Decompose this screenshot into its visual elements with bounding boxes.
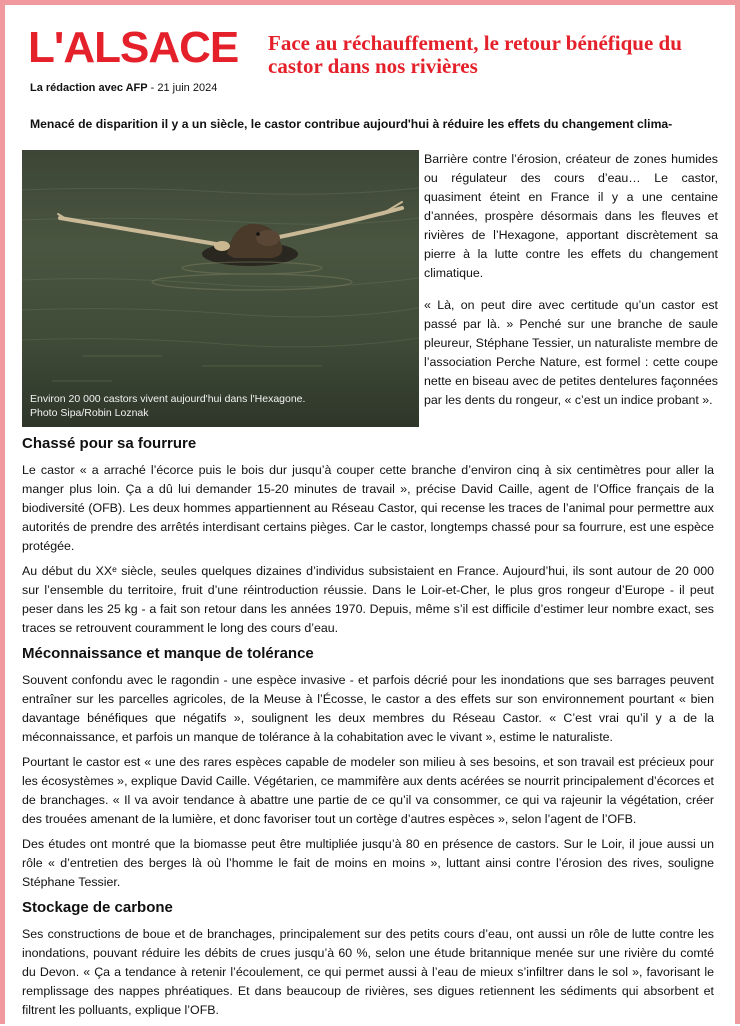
photo-caption: [30, 392, 305, 420]
body-paragraph: Ses constructions de boue et de branchages, principalement sur des petits cours d’eau, ont aussi un rôle de lutte contre les inondations, pouvant réduire les débits de crues jusqu’à 60 %, selon une étude britannique menée sur une rivière du comté du Devon. « Ça a tendance à retenir l’écoulement, ce qui permet aussi à l’eau de mieux s’infiltrer dans le sol », favorisant le remplissage des nappes phréatiques. Et dans beaucoup de rivières, ses digues retiennent les sédiments qui absorbent et filtrent les polluants, explique l’OFB.: [22, 927, 714, 1017]
caption-text: Environ 20 000 castors vivent aujourd'hui dans l'Hexagone.: [30, 393, 306, 405]
byline: [30, 82, 217, 94]
article-lead: Menacé de disparition il y a un siècle, le castor contribue aujourd'hui à réduire les effets du changement clima-: [30, 117, 673, 131]
intro-paragraph: Barrière contre l’érosion, créateur de zones humides ou régulateur des cours d’eau… Le castor, quasiment éteint en France il y a une centaine d’années, prospère désormais dans les fleuves et rivières de l’Hexagone, apportant discrètement sa pierre à la lutte contre les effets du changement climatique.: [424, 152, 718, 280]
beaver-photo-illustration: [22, 150, 419, 427]
byline-author: La rédaction avec AFP: [30, 82, 148, 94]
body-paragraph: Au début du XXᵉ siècle, seules quelques dizaines d’individus subsistaient en France. Aujourd’hui, ils sont autour de 20 000 sur l’ensemble du territoire, fruit d’une réintroduction réussie. Dans le Loir-et-Cher, le plus gros rongeur d’Europe - il peut peser dans les 25 kg - a fait son retour dans les années 1970. Depuis, même s’il est difficile d’estimer leur nombre exact, ses traces se retrouvent couramment le long des cours d’eau.: [22, 564, 714, 635]
intro-column: [424, 150, 718, 423]
body-paragraph: Des études ont montré que la biomasse peut être multipliée jusqu’à 80 en présence de castors. Sur le Loir, il joue aussi un rôle « d’entretien des berges là où l’homme le fait de moins en moins », luttant ainsi contre l’érosion des rives, souligne Stéphane Tessier.: [22, 837, 714, 889]
section-heading: Chassé pour sa fourrure: [22, 435, 197, 452]
body-paragraph: Le castor « a arraché l’écorce puis le bois dur jusqu’à couper cette branche d’environ cinq à six centimètres pour aller la manger plus loin. Ça a dû lui demander 15-20 minutes de travail », précise David Caille, agent de l’Office français de la biodiversité (OFB). Les deux hommes appartiennent au Réseau Castor, qui recense les traces de l’animal pour permettre aux autorités de prendre des arrêtés interdisant certains pièges. Car le castor, longtemps chassé pour sa fourrure, est une espèce protégée.: [22, 463, 714, 553]
beaver-photo: [22, 150, 419, 427]
article-body: [22, 434, 714, 1026]
caption-credit: Photo Sipa/Robin Loznak: [30, 407, 149, 419]
publication-logo: L'ALSACE: [28, 23, 239, 72]
body-paragraph: Souvent confondu avec le ragondin - une espèce invasive - et parfois décrié pour les inondations que ses barrages peuvent entraîner sur les parcelles agricoles, de la Meuse à l’Écosse, le castor a des effets sur son environnement pourtant « bien davantage bénéfiques que négatifs », soulignent les deux membres du Réseau Castor. « C’est vrai qu’il y a de la méconnaissance, et parfois un manque de tolérance à la cohabitation avec le vivant », estime le naturaliste.: [22, 673, 714, 744]
body-paragraph: Pourtant le castor est « une des rares espèces capable de modeler son milieu à ses besoins, et son travail est précieux pour les écosystèmes », explique David Caille. Végétarien, ce mammifère aux dents acérées se nourrit principalement d’écorces et de branchages. « Il va avoir tendance à abattre une partie de ce qu’il va consommer, ce qui va rajeunir la végétation, créer des trouées amenant de la lumière, et donc favoriser tout un cortège d’autres espèces », selon l’agent de l’OFB.: [22, 755, 714, 826]
byline-separator: -: [147, 82, 158, 94]
section-heading: Méconnaissance et manque de tolérance: [22, 645, 314, 662]
section-heading: Stockage de carbone: [22, 899, 173, 916]
article-headline: Face au réchauffement, le retour bénéfique du castor dans nos rivières: [268, 31, 682, 78]
byline-date: 21 juin 2024: [157, 82, 218, 94]
intro-paragraph: « Là, on peut dire avec certitude qu’un castor est passé par là. » Penché sur une branche de saule pleureur, Stéphane Tessier, un naturaliste membre de l’association Perche Nature, est formel : cette coupe nette en biseau avec de petites dentelures façonnées par les dents du rongeur, « c’est un indice probant ».: [424, 298, 718, 407]
